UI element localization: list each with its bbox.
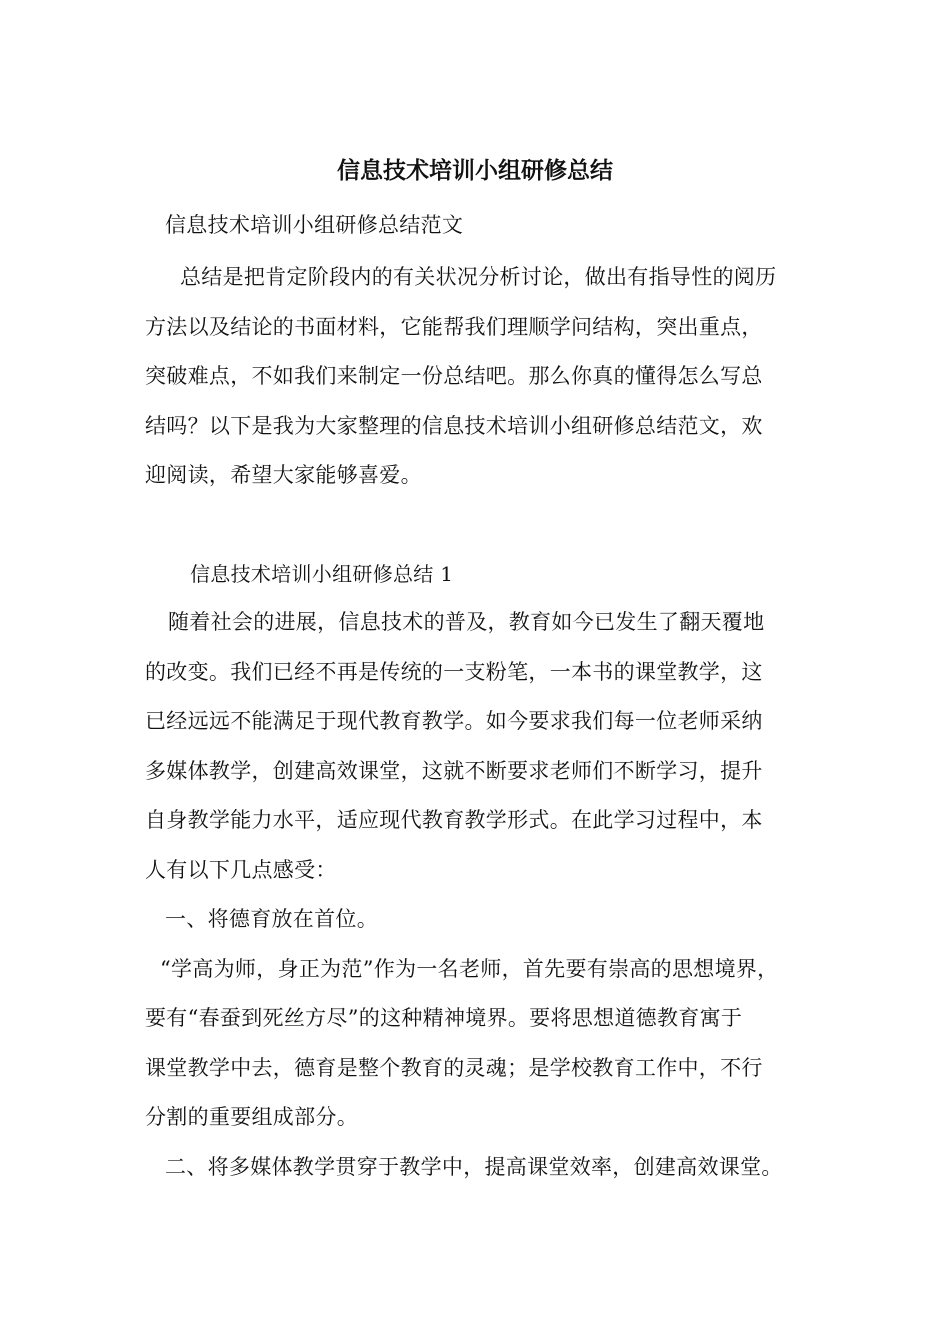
intro-line: 总结是把肯定阶段内的有关状况分析讨论，做出有指导性的阅历: [180, 265, 777, 289]
intro-line: 方法以及结论的书面材料，它能帮我们理顺学问结构，突出重点，: [145, 315, 763, 339]
body-line: “学高为师，身正为范”作为一名老师，首先要有崇高的思想境界，: [160, 957, 779, 981]
intro-line: 迎阅读，希望大家能够喜爱。: [145, 463, 422, 487]
document-subtitle: 信息技术培训小组研修总结范文: [165, 213, 464, 237]
body-line: 人有以下几点感受：: [145, 858, 337, 882]
body-line: 课堂教学中去，德育是整个教育的灵魂；是学校教育工作中，不行: [145, 1056, 763, 1080]
body-line: 要有“春蚕到死丝方尽”的这种精神境界。要将思想道德教育寓于: [145, 1006, 743, 1030]
document-title: 信息技术培训小组研修总结: [337, 157, 613, 184]
body-line: 二、将多媒体教学贯穿于教学中，提高课堂效率，创建高效课堂。: [165, 1155, 783, 1179]
body-line: 多媒体教学，创建高效课堂，这就不断要求老师们不断学习，提升: [145, 759, 763, 783]
section-heading: 信息技术培训小组研修总结 1: [190, 562, 454, 586]
intro-line: 结吗？以下是我为大家整理的信息技术培训小组研修总结范文，欢: [145, 414, 763, 438]
body-line: 的改变。我们已经不再是传统的一支粉笔，一本书的课堂教学，这: [145, 660, 763, 684]
body-line: 一、将德育放在首位。: [165, 907, 378, 931]
intro-line: 突破难点，不如我们来制定一份总结吧。那么你真的懂得怎么写总: [145, 364, 763, 388]
body-line: 随着社会的进展，信息技术的普及，教育如今已发生了翻天覆地: [168, 610, 765, 634]
body-line: 分割的重要组成部分。: [145, 1105, 358, 1129]
body-line: 已经远远不能满足于现代教育教学。如今要求我们每一位老师采纳: [145, 709, 763, 733]
body-line: 自身教学能力水平，适应现代教育教学形式。在此学习过程中，本: [145, 808, 763, 832]
